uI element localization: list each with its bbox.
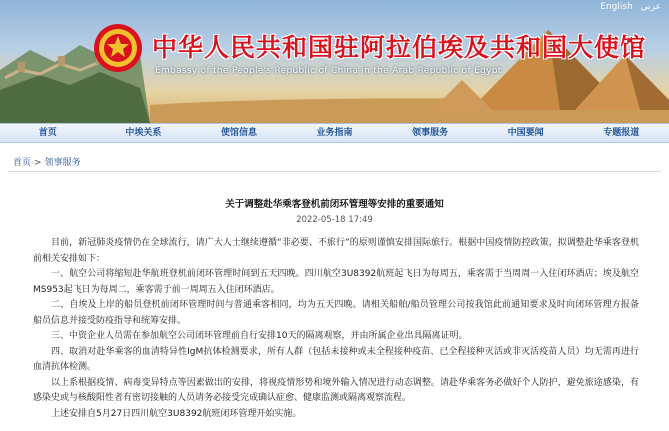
article-paragraph: 以上系根据疫情、病毒变异特点等因素做出的安排，将视疫情形势和境外输入情况进行动态调整。请赴华乘客务必做好个人防护，避免旅途感染，有感染史或与核酸阳性者有密切接触的人员请务必接受完成确认症愈、健康监测或隔离观察流程。 [33,377,639,403]
article-paragraph: 上述安排自5月27日四川航空3U8392航班闭环管理开始实施。 [51,408,302,419]
nav-item-relations[interactable]: 中埃关系 [125,128,162,138]
header-banner [0,0,669,123]
article-paragraph: 二、自埃及上岸的船员登机前闭环管理时间与普通乘客相同，均为五天四晚。请相关船舶/船员管理公司按我馆此前通知要求及时向闭环管理方报备船员信息并接受防疫指导和统筹安排。 [33,300,639,326]
lang-english-link[interactable]: English [600,2,633,12]
nav-item-embassy-info[interactable]: 使馆信息 [220,128,257,138]
main-nav [0,123,669,143]
lang-arabic-link[interactable]: عربي [640,2,661,12]
breadcrumb [13,155,81,168]
breadcrumb-separator: > [34,158,42,168]
article-paragraph: 三、中资企业人员需在参加航空公司闭环管理前自行安排10天的隔离观察，并由所属企业出具隔离证明。 [51,331,468,341]
nav-item-business-guide[interactable]: 业务指南 [316,128,353,138]
site-title-en: Embassy of the People's Republic of China in the Arab Republic of Egypt [155,66,502,76]
divider [8,171,661,172]
article-paragraph: 四、取消对赴华乘客的血清特异性IgM抗体检测要求，所有人群（包括未接种或未全程接种疫苗、已全程接种灭活或非灭活疫苗人员）均无需再进行血清抗体检测。 [33,346,639,372]
nav-item-home[interactable]: 首页 [38,128,57,138]
site-title-cn: 中华人民共和国驻阿拉伯埃及共和国大使馆 [152,33,647,62]
nav-item-special-reports[interactable]: 专题报道 [603,128,640,138]
article-paragraph: 一、航空公司将缩短赴华航班登机前闭环管理时间到五天四晚。四川航空3U8392航班起飞日为每周五，乘客需于当周周一入住闭环酒店；埃及航空MS953起飞日为每周二，乘客需于前一周周五入住闭环酒店。 [33,269,639,295]
article-date: 2022-05-18 17:49 [296,215,373,225]
nav-item-china-news[interactable]: 中国要闻 [507,128,544,138]
article-paragraph: 目前，新冠肺炎疫情仍在全球流行，请广大人士继续遵循“非必要、不旅行”的原则谨慎安排国际旅行。根据中国疫情防控政策，拟调整赴华乘客登机前相关安排如下： [33,238,639,264]
article-body [33,236,639,422]
article-title: 关于调整赴华乘客登机前闭环管理等安排的重要通知 [225,199,444,210]
breadcrumb-home-link[interactable]: 首页 [13,158,32,168]
nav-item-consular-service[interactable]: 领事服务 [412,128,449,138]
breadcrumb-current-link[interactable]: 领事服务 [44,158,81,168]
language-switcher [595,2,661,12]
